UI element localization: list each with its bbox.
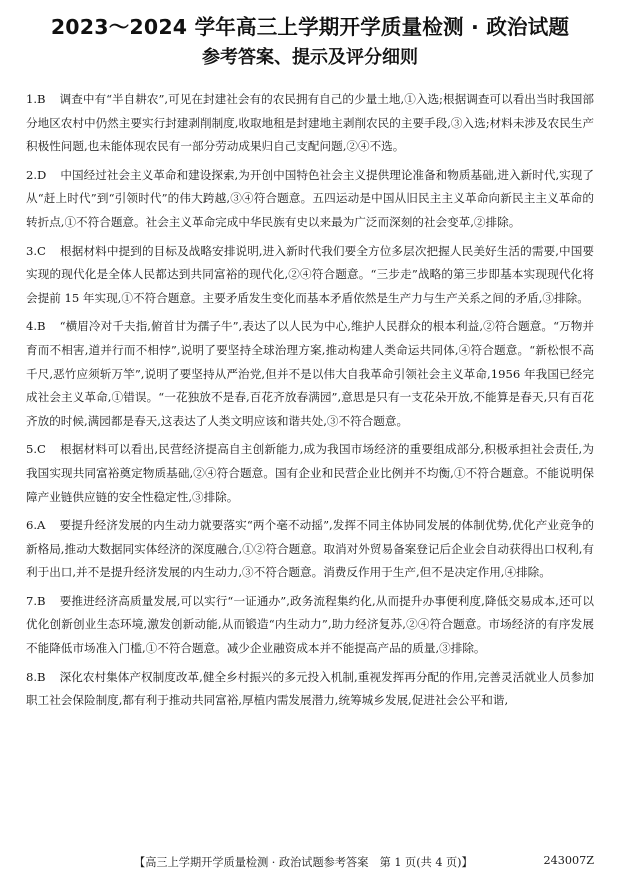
answer-number: 3.C xyxy=(26,243,46,258)
answer-explanation: 深化农村集体产权制度改革,健全乡村振兴的多元投入机制,重视发挥再分配的作用,完善灵活就业人员参加职工社会保险制度,都有利于推动共同富裕,厚植内需发展潜力,统筹城乡发展,促进社会公平和谐, xyxy=(26,669,594,708)
answer-explanation: 根据材料可以看出,民营经济提高自主创新能力,成为我国市场经济的重要组成部分,积极承担社会责任,为我国实现共同富裕奠定物质基础,②④符合题意。国有企业和民营企业比例并不均衡,①不符合题意。不能说明保障产业链供应链的安全性稳定性,③排除。 xyxy=(26,442,594,504)
answer-number: 8.B xyxy=(26,669,46,684)
answer-explanation: “横眉冷对千夫指,俯首甘为孺子牛”,表达了以人民为中心,维护人民群众的根本利益,②符合题意。“万物并育而不相害,道并行而不相悖”,说明了要坚持全球治理方案,推动构建人类命运共同体,④符合题意。“新松恨不高千尺,恶竹应须斩万竿”,说明了要坚持从严治党,但并不是以伟大自我革命引领社会主义革命,1956 年我国已经完成社会主义革命,①错误。“一花独放不是春,百花齐放春满园”,意思是只有一支花朵开放,不能算是春天,只有百花齐放的时候,满园都是春天,这表达了人类文明应该和谐共处,③不符合题意。 xyxy=(26,319,594,428)
answer-item xyxy=(26,315,594,433)
answer-item xyxy=(26,438,594,509)
answer-item xyxy=(26,666,594,713)
answer-explanation: 要推进经济高质量发展,可以实行“一证通办”,政务流程集约化,从而提升办事便利度,降低交易成本,还可以优化创新创业生态环境,激发创新动能,从而锻造“内生动力”,助力经济复苏,②④符合题意。市场经济的有序发展不能降低市场准入门槛,①不符合题意。减少企业融资成本并不能提高产品的质量,③排除。 xyxy=(26,593,594,656)
answer-explanation: 调查中有“半自耕农”,可见在封建社会有的农民拥有自己的少量土地,①入选;根据调查可以看出当时我国部分地区农村中仍然主要实行封建剥削制度,收取地租是封建地主剥削农民的主要手段,③入选;材料未涉及农民生产积极性问题,也未能体现农民有一部分劳动成果归自己支配问题,②④不选。 xyxy=(26,92,594,154)
answer-number: 4.B xyxy=(26,319,46,334)
answer-item xyxy=(26,514,594,585)
footer-page-info: 【高三上学期开学质量检测 · 政治试题参考答案 第 1 页(共 4 页)】 xyxy=(134,856,473,869)
answer-item xyxy=(26,590,594,661)
answer-number: 5.C xyxy=(26,442,46,457)
answer-number: 2.D xyxy=(26,167,47,182)
answer-explanation: 中国经过社会主义革命和建设探索,为开创中国特色社会主义提供理论准备和物质基础,进入新时代,实现了从“赶上时代”到“引领时代”的伟大跨越,③④符合题意。五四运动是中国从旧民主主义革命向新民主主义革命的转折点,①不符合题意。社会主义革命完成中华民族有史以来最为广泛而深刻的社会变革,②排除。 xyxy=(26,167,594,229)
answer-number: 6.A xyxy=(26,518,46,533)
footer-doc-code: 243007Z xyxy=(543,854,594,867)
answer-item xyxy=(26,164,594,235)
answer-explanation: 根据材料中提到的目标及战略安排说明,进入新时代我们要全方位多层次把握人民美好生活的需要,中国要实现的现代化是全体人民都达到共同富裕的现代化,②④符合题意。“三步走”战略的第三步即基本实现现代化将会提前 15 年实现,①不符合题意。主要矛盾发生变化而基本矛盾依然是生产力与生产关系之间的矛盾,③排除。 xyxy=(26,243,594,305)
answer-item xyxy=(26,88,594,159)
page-title: 2023～2024 学年高三上学期开学质量检测 · 政治试题 xyxy=(50,15,570,39)
answer-number: 1.B xyxy=(26,92,46,106)
answer-list xyxy=(26,88,594,718)
answer-number: 7.B xyxy=(26,593,46,608)
answer-explanation: 要提升经济发展的内生动力就要落实“两个毫不动摇”,发挥不同主体协同发展的体制优势,优化产业竞争的新格局,推动大数据同实体经济的深度融合,①②符合题意。取消对外贸易备案登记后企业会自动获得出口权利,有利于出口,并不是提升经济发展的内生动力,③不符合题意。消费反作用于生产,但不是决定作用,④排除。 xyxy=(26,518,594,580)
page-subtitle: 参考答案、提示及评分细则 xyxy=(202,47,418,68)
answer-item xyxy=(26,240,594,311)
